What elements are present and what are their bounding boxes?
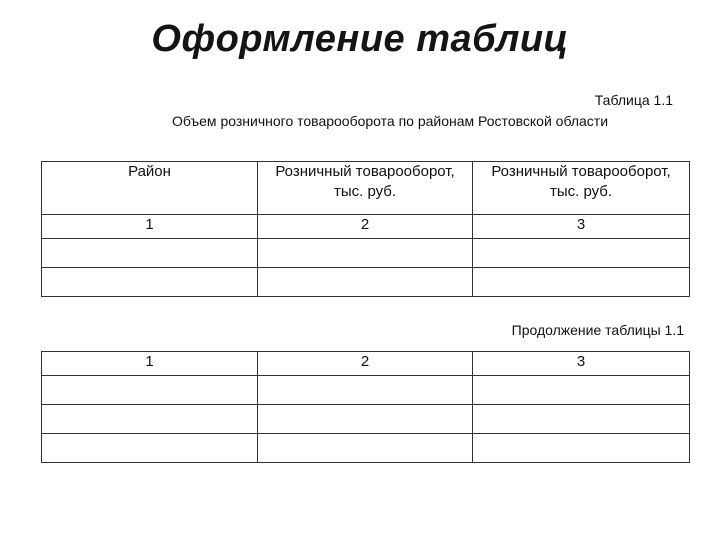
header-cell-district [42, 162, 258, 215]
header-cell-turnover-1 [258, 162, 473, 215]
table-caption: Объем розничного товарооборота по районам Ростовской области [171, 113, 609, 129]
column-number-cell: 1 [42, 215, 258, 239]
table-cell [473, 434, 690, 463]
header-turnover-2-line1: Розничный товарооборот, [491, 163, 671, 180]
column-number-cell: 2 [258, 215, 473, 239]
table-row [42, 376, 690, 405]
table-number: Таблица 1.1 [594, 92, 673, 108]
table-cell [473, 405, 690, 434]
table-cell [258, 405, 473, 434]
table-cell [42, 376, 258, 405]
table-cell [473, 376, 690, 405]
table-row [42, 239, 690, 268]
header-cell-turnover-2 [473, 162, 690, 215]
table-cell [42, 405, 258, 434]
table-cell [473, 239, 690, 268]
table-header-row [42, 162, 690, 215]
column-number-cell: 1 [42, 352, 258, 376]
column-number-cell: 3 [473, 352, 690, 376]
continuation-table [41, 351, 690, 463]
table-cell [258, 239, 473, 268]
header-turnover-1-line1: Розничный товарооборот, [275, 163, 455, 180]
column-number-cell: 2 [258, 352, 473, 376]
table-cell [258, 434, 473, 463]
main-table [41, 161, 690, 297]
table-cell [258, 376, 473, 405]
table-cell [42, 434, 258, 463]
table-row [42, 268, 690, 297]
slide-title: Оформление таблиц [151, 18, 569, 60]
table-cell [42, 239, 258, 268]
table-row [42, 434, 690, 463]
column-number-row [42, 215, 690, 239]
header-district-label: Район [128, 163, 171, 180]
header-turnover-1-line2: тыс. руб. [333, 183, 397, 200]
table-row [42, 405, 690, 434]
table-cell [42, 268, 258, 297]
column-number-cell: 3 [473, 215, 690, 239]
table-cell [473, 268, 690, 297]
header-turnover-2-line2: тыс. руб. [549, 183, 613, 200]
column-number-row [42, 352, 690, 376]
table-cell [258, 268, 473, 297]
continuation-label: Продолжение таблицы 1.1 [511, 322, 684, 338]
